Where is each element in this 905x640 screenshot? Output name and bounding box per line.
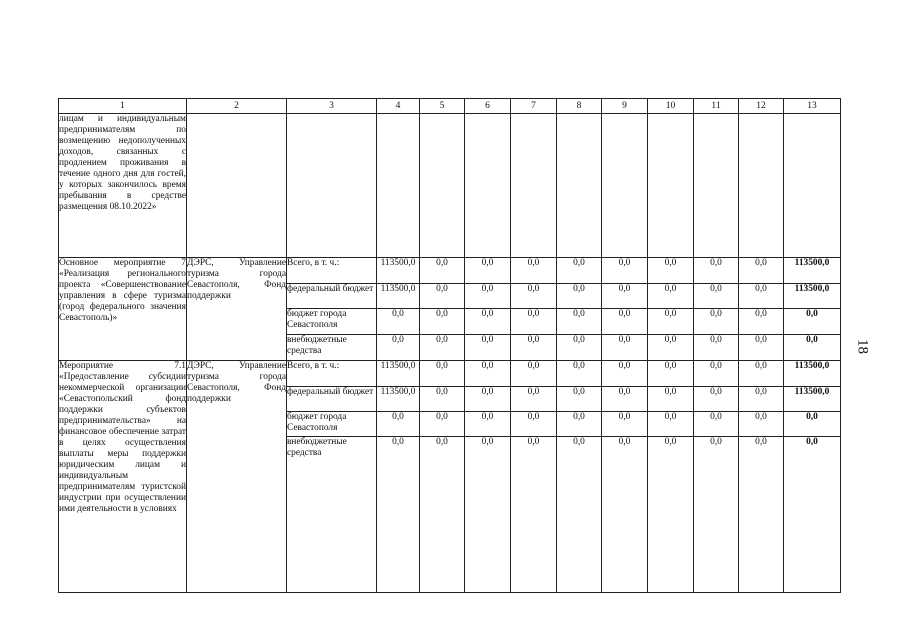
value-cell: 0,0 — [511, 437, 557, 593]
value-cell: 113500,0 — [377, 284, 420, 309]
header-cell: 1 — [59, 99, 187, 114]
value-cell: 0,0 — [377, 437, 420, 593]
value-cell: 0,0 — [465, 258, 511, 284]
empty-cell — [602, 114, 648, 258]
value-cell: 0,0 — [602, 309, 648, 335]
total-cell: 0,0 — [784, 412, 841, 437]
header-cell: 9 — [602, 99, 648, 114]
value-cell: 0,0 — [511, 412, 557, 437]
responsible-executors: ДЭРС, Управление туризма города Севастополя, Фонд поддержки — [187, 258, 287, 361]
value-cell: 0,0 — [648, 412, 694, 437]
value-cell: 0,0 — [465, 309, 511, 335]
value-cell: 0,0 — [420, 437, 465, 593]
value-cell: 0,0 — [511, 258, 557, 284]
value-cell: 0,0 — [694, 387, 739, 412]
funding-source: Всего, в т. ч.: — [287, 361, 377, 387]
value-cell: 0,0 — [648, 284, 694, 309]
funding-source: бюджет города Севастополя — [287, 412, 377, 437]
value-cell: 0,0 — [694, 437, 739, 593]
header-cell: 11 — [694, 99, 739, 114]
header-cell: 12 — [739, 99, 784, 114]
value-cell: 0,0 — [420, 387, 465, 412]
value-cell: 0,0 — [739, 284, 784, 309]
value-cell: 0,0 — [377, 412, 420, 437]
measure-description: Основное мероприятие 7 «Реализация регионального проекта «Совершенствование управления в сфере туризма (город федерального значения Севастополь)» — [59, 258, 187, 361]
continuation-row — [59, 114, 841, 258]
header-cell: 3 — [287, 99, 377, 114]
table-row — [59, 258, 841, 284]
header-cell: 10 — [648, 99, 694, 114]
table-row — [59, 361, 841, 387]
funding-source: внебюджетные средства — [287, 437, 377, 593]
value-cell: 0,0 — [377, 309, 420, 335]
value-cell: 113500,0 — [377, 387, 420, 412]
empty-cell — [557, 114, 602, 258]
empty-cell — [694, 114, 739, 258]
value-cell: 0,0 — [420, 309, 465, 335]
value-cell: 0,0 — [511, 361, 557, 387]
value-cell: 0,0 — [694, 284, 739, 309]
value-cell: 0,0 — [465, 335, 511, 361]
continuation-description: лицам и индивидуальным предпринимателям по возмещению недополученных доходов, связанных с продлением проживания в течение одного дня для гостей, у которых закончилось время пребывания в средстве размещения 08.10.2022» — [59, 114, 187, 258]
header-cell: 4 — [377, 99, 420, 114]
value-cell: 0,0 — [739, 437, 784, 593]
funding-source: федеральный бюджет — [287, 284, 377, 309]
value-cell: 0,0 — [557, 335, 602, 361]
total-cell: 113500,0 — [784, 387, 841, 412]
value-cell: 0,0 — [602, 258, 648, 284]
page-number: 18 — [854, 339, 871, 354]
value-cell: 0,0 — [739, 361, 784, 387]
total-cell: 113500,0 — [784, 258, 841, 284]
value-cell: 0,0 — [648, 258, 694, 284]
value-cell: 0,0 — [648, 437, 694, 593]
value-cell: 0,0 — [557, 387, 602, 412]
empty-cell — [287, 114, 377, 258]
responsible-executors: ДЭРС, Управление туризма города Севастополя, Фонд поддержки — [187, 361, 287, 593]
empty-cell — [511, 114, 557, 258]
funding-source: Всего, в т. ч.: — [287, 258, 377, 284]
value-cell: 0,0 — [739, 335, 784, 361]
value-cell: 0,0 — [557, 258, 602, 284]
value-cell: 0,0 — [602, 361, 648, 387]
empty-cell — [648, 114, 694, 258]
value-cell: 0,0 — [420, 258, 465, 284]
value-cell: 0,0 — [694, 258, 739, 284]
total-cell: 0,0 — [784, 309, 841, 335]
value-cell: 0,0 — [465, 284, 511, 309]
value-cell: 0,0 — [420, 361, 465, 387]
value-cell: 0,0 — [420, 284, 465, 309]
empty-cell — [377, 114, 420, 258]
value-cell: 0,0 — [557, 361, 602, 387]
value-cell: 0,0 — [694, 335, 739, 361]
value-cell: 0,0 — [694, 412, 739, 437]
value-cell: 0,0 — [420, 412, 465, 437]
value-cell: 0,0 — [557, 412, 602, 437]
value-cell: 0,0 — [557, 437, 602, 593]
value-cell: 0,0 — [511, 309, 557, 335]
value-cell: 0,0 — [511, 284, 557, 309]
total-cell: 0,0 — [784, 437, 841, 593]
value-cell: 113500,0 — [377, 258, 420, 284]
total-cell: 0,0 — [784, 335, 841, 361]
value-cell: 0,0 — [602, 437, 648, 593]
value-cell: 0,0 — [648, 361, 694, 387]
empty-cell — [784, 114, 841, 258]
value-cell: 0,0 — [739, 412, 784, 437]
value-cell: 0,0 — [648, 335, 694, 361]
value-cell: 0,0 — [465, 387, 511, 412]
header-cell: 6 — [465, 99, 511, 114]
empty-cell — [739, 114, 784, 258]
value-cell: 0,0 — [739, 258, 784, 284]
total-cell: 113500,0 — [784, 284, 841, 309]
value-cell: 0,0 — [420, 335, 465, 361]
funding-table — [58, 98, 841, 593]
value-cell: 113500,0 — [377, 361, 420, 387]
total-cell: 113500,0 — [784, 361, 841, 387]
value-cell: 0,0 — [465, 361, 511, 387]
value-cell: 0,0 — [648, 387, 694, 412]
header-row — [59, 99, 841, 114]
value-cell: 0,0 — [557, 309, 602, 335]
value-cell: 0,0 — [694, 309, 739, 335]
header-cell: 7 — [511, 99, 557, 114]
value-cell: 0,0 — [602, 412, 648, 437]
measure-description: Мероприятие 7.1 «Предоставление субсидии некоммерческой организации «Севастопольский фонд поддержки субъектов предпринимательства» на финансовое обеспечение затрат в целях осуществления выплаты меры поддержки юридическим лицам и индивидуальным предпринимателям туристской индустрии при осуществлении ими деятельности в условиях — [59, 361, 187, 593]
value-cell: 0,0 — [648, 309, 694, 335]
empty-cell — [465, 114, 511, 258]
funding-source: федеральный бюджет — [287, 387, 377, 412]
header-cell: 13 — [784, 99, 841, 114]
header-cell: 5 — [420, 99, 465, 114]
empty-cell — [187, 114, 287, 258]
value-cell: 0,0 — [557, 284, 602, 309]
value-cell: 0,0 — [511, 335, 557, 361]
value-cell: 0,0 — [602, 387, 648, 412]
header-cell: 2 — [187, 99, 287, 114]
value-cell: 0,0 — [465, 437, 511, 593]
value-cell: 0,0 — [739, 309, 784, 335]
header-cell: 8 — [557, 99, 602, 114]
value-cell: 0,0 — [602, 284, 648, 309]
empty-cell — [420, 114, 465, 258]
value-cell: 0,0 — [511, 387, 557, 412]
value-cell: 0,0 — [465, 412, 511, 437]
value-cell: 0,0 — [694, 361, 739, 387]
value-cell: 0,0 — [377, 335, 420, 361]
value-cell: 0,0 — [739, 387, 784, 412]
funding-source: внебюджетные средства — [287, 335, 377, 361]
funding-source: бюджет города Севастополя — [287, 309, 377, 335]
value-cell: 0,0 — [602, 335, 648, 361]
